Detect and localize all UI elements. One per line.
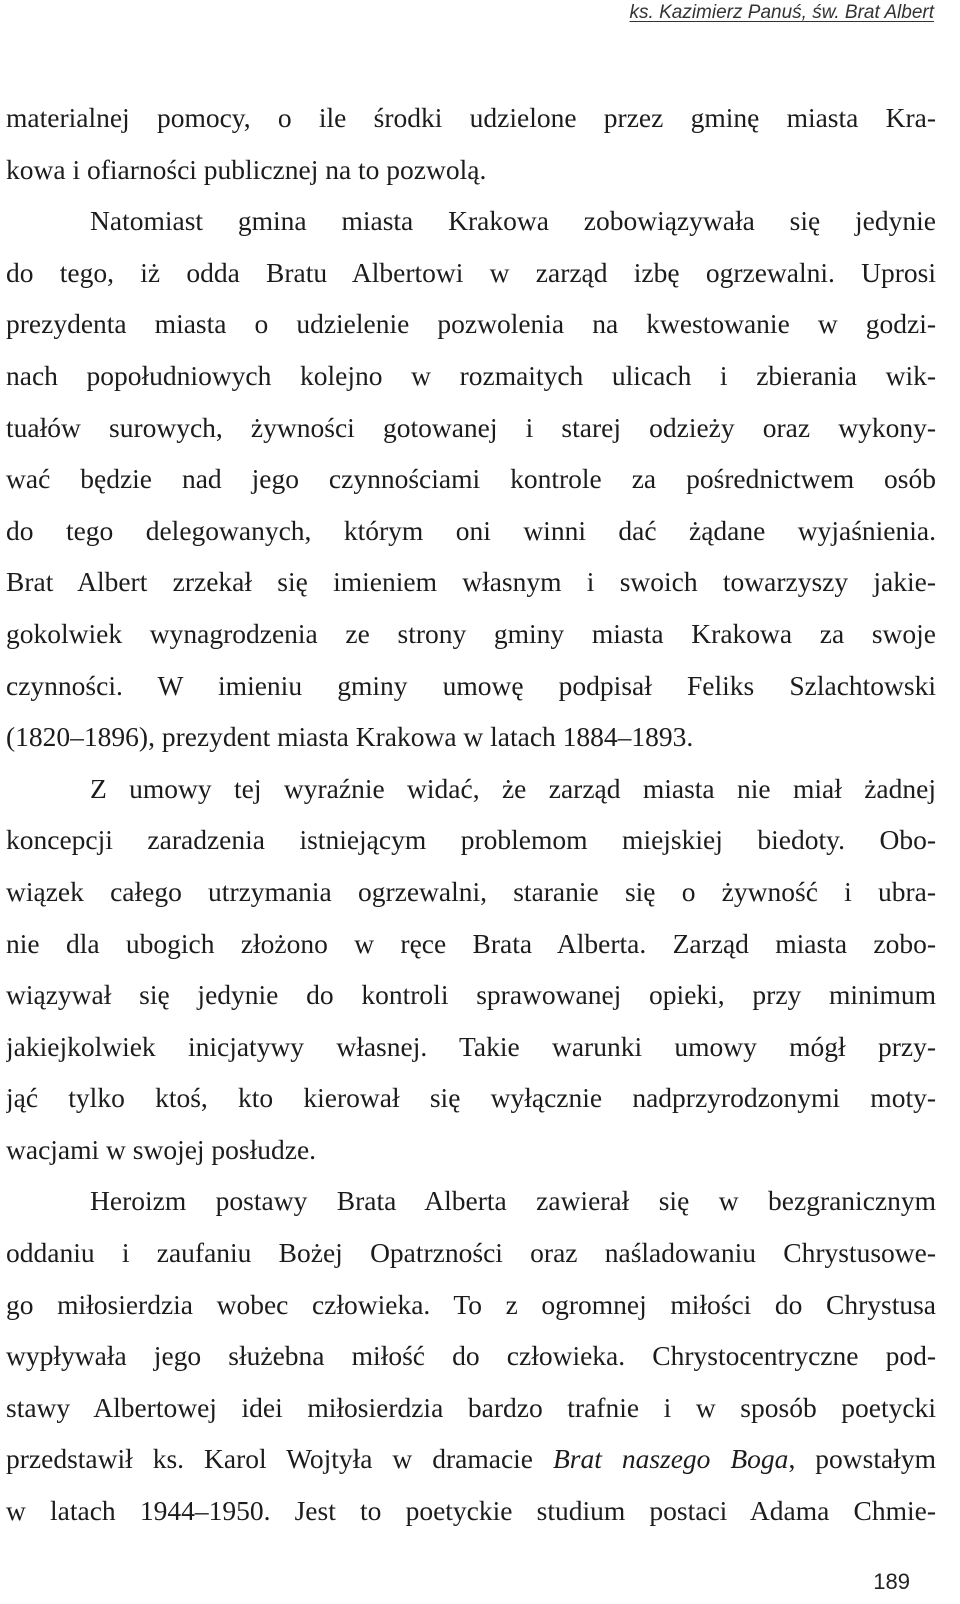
text-line: wacjami w swojej posłudze.: [6, 1133, 317, 1165]
text-line: czynności. W imieniu gminy umowę podpisał Feliks Szlachtowski: [6, 669, 936, 701]
text-line: oddaniu i zaufaniu Bożej Opatrzności oraz naśladowaniu Chrystusowe-: [6, 1237, 936, 1269]
text-line: Heroizm postawy Brata Alberta zawierał się w bezgranicznym: [90, 1185, 936, 1217]
text-line: stawy Albertowej idei miłosierdzia bardzo trafnie i w sposób poetycki: [6, 1391, 936, 1423]
text-fragment: przedstawił ks. Karol Wojtyła w dramacie: [6, 1443, 553, 1475]
text-line: koncepcji zaradzenia istniejącym problemom miejskiej biedoty. Obo-: [6, 824, 936, 856]
text-fragment: , powstałym: [788, 1443, 936, 1475]
page-number: 189: [873, 1569, 910, 1594]
text-line: do tego, iż odda Bratu Albertowi w zarząd izbę ogrzewalni. Uprosi: [6, 256, 936, 288]
text-line-with-title: [6, 1433, 936, 1485]
text-line: go miłosierdzia wobec człowieka. To z ogromnej miłości do Chrystusa: [6, 1288, 936, 1320]
text-line: wać będzie nad jego czynnościami kontrole za pośrednictwem osób: [6, 463, 936, 495]
text-line: Natomiast gmina miasta Krakowa zobowiązywała się jedynie: [90, 205, 936, 237]
body-text: [6, 92, 936, 1537]
text-line: Brat Albert zrzekał się imieniem własnym i swoich towarzyszy jakie-: [6, 566, 936, 598]
text-line: Z umowy tej wyraźnie widać, że zarząd miasta nie miał żadnej: [90, 772, 936, 804]
text-line: jakiejkolwiek inicjatywy własnej. Takie warunki umowy mógł przy-: [6, 1030, 936, 1062]
text-line: nie dla ubogich złożono w ręce Brata Alberta. Zarząd miasta zobo-: [6, 927, 936, 959]
running-header: ks. Kazimierz Panuś, św. Brat Albert: [629, 2, 934, 23]
text-line: wiązek całego utrzymania ogrzewalni, staranie się o żywność i ubra-: [6, 875, 936, 907]
text-line: tuałów surowych, żywności gotowanej i starej odzieży oraz wykony-: [6, 411, 936, 443]
text-line: gokolwiek wynagrodzenia ze strony gminy miasta Krakowa za swoje: [6, 617, 936, 649]
text-line: prezydenta miasta o udzielenie pozwolenia na kwestowanie w godzi-: [6, 308, 936, 340]
text-line: jąć tylko ktoś, kto kierował się wyłącznie nadprzyrodzonymi moty-: [6, 1082, 936, 1114]
text-line: materialnej pomocy, o ile środki udzielone przez gminę miasta Kra-: [6, 102, 936, 133]
text-line: (1820–1896), prezydent miasta Krakowa w latach 1884–1893.: [6, 721, 694, 753]
text-line: wypływała jego służebna miłość do człowieka. Chrystocentryczne pod-: [6, 1340, 936, 1372]
work-title: Brat naszego Boga: [552, 1443, 789, 1475]
text-line: wiązywał się jedynie do kontroli sprawowanej opieki, przy minimum: [6, 979, 936, 1011]
text-line: kowa i ofiarności publicznej na to pozwolą.: [6, 153, 487, 185]
text-line: w latach 1944–1950. Jest to poetyckie studium postaci Adama Chmie-: [6, 1495, 936, 1527]
text-line: nach popołudniowych kolejno w rozmaitych ulicach i zbierania wik-: [6, 359, 936, 391]
text-line: do tego delegowanych, którym oni winni dać żądane wyjaśnienia.: [6, 514, 936, 546]
